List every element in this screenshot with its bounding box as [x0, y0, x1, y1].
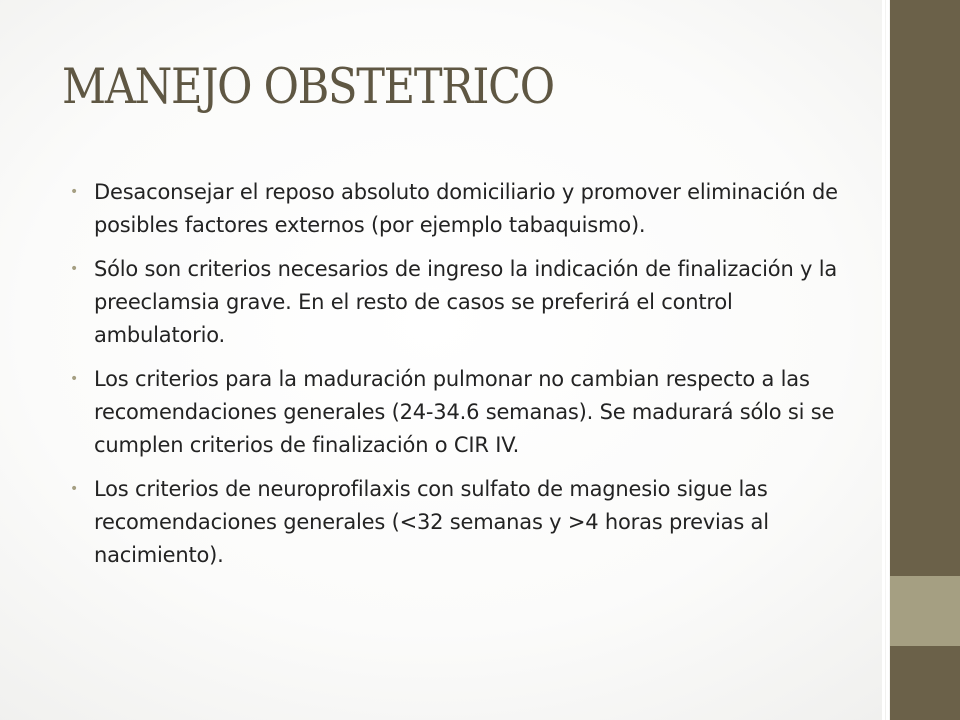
- bullet-text: Desaconsejar el reposo absoluto domiciliario y promover eliminación de posibles factores externos (por ejemplo tabaquismo).: [94, 180, 838, 237]
- bullet-dot-icon: •: [70, 371, 79, 387]
- side-divider-line: [886, 0, 889, 720]
- side-bar-dark-top: [890, 0, 960, 576]
- bullet-item: [70, 473, 840, 572]
- bullet-list: [70, 176, 840, 583]
- bullet-dot-icon: •: [70, 481, 79, 497]
- bullet-text: Los criterios para la maduración pulmonar no cambian respecto a las recomendaciones generales (24-34.6 semanas). Se madurará sólo si se cumplen criterios de finalización o CIR IV.: [94, 367, 835, 457]
- bullet-text: Los criterios de neuroprofilaxis con sulfato de magnesio sigue las recomendaciones generales (<32 semanas y >4 horas previas al nacimiento).: [94, 477, 769, 567]
- side-divider-line: [882, 0, 885, 720]
- bullet-dot-icon: •: [70, 261, 79, 277]
- side-bar-dark-bottom: [890, 646, 960, 720]
- bullet-dot-icon: •: [70, 184, 79, 200]
- bullet-text: Sólo son criterios necesarios de ingreso la indicación de finalización y la preeclamsia grave. En el resto de casos se preferirá el control ambulatorio.: [94, 257, 838, 347]
- side-bar-light-accent: [890, 576, 960, 646]
- slide-title: MANEJO OBSTETRICO: [62, 58, 554, 115]
- bullet-item: [70, 363, 840, 462]
- bullet-item: [70, 253, 840, 352]
- bullet-item: [70, 176, 840, 242]
